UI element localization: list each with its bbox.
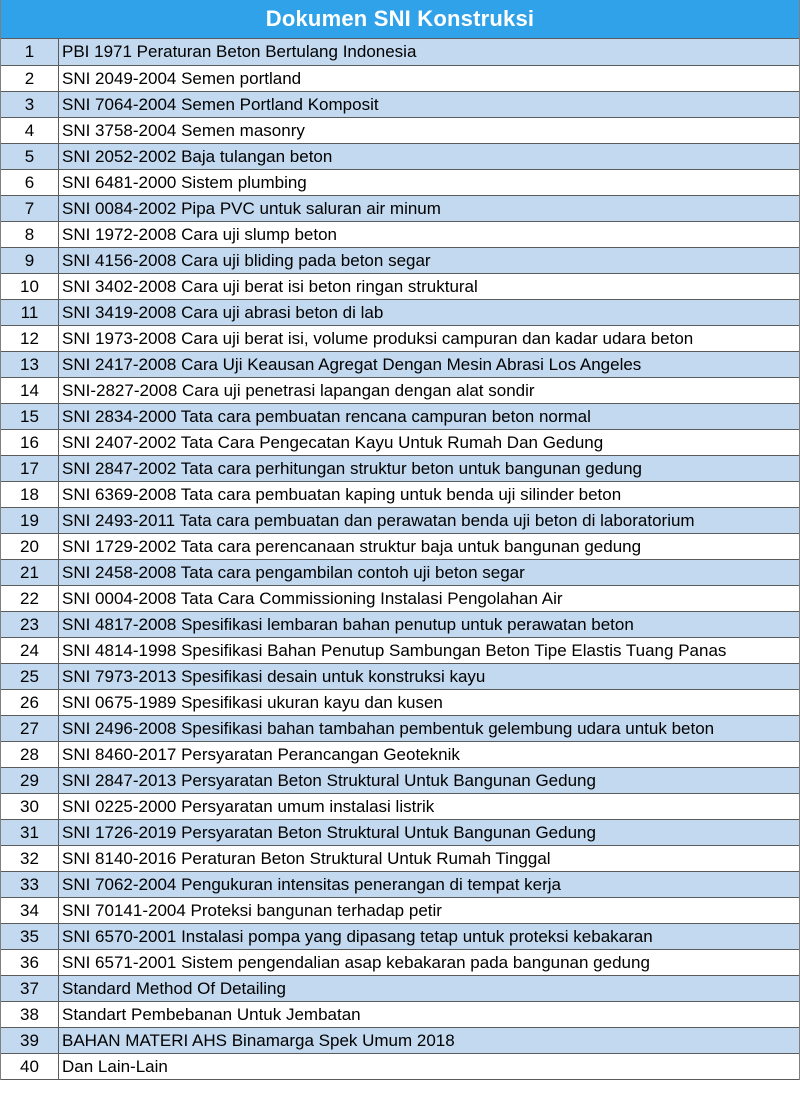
row-number: 16 <box>1 430 59 455</box>
table-row <box>1 1054 799 1080</box>
document-title: BAHAN MATERI AHS Binamarga Spek Umum 2018 <box>62 1031 455 1050</box>
table-row <box>1 560 799 586</box>
table-body <box>1 39 799 1080</box>
row-number: 20 <box>1 534 59 559</box>
document-title: SNI 7973-2013 Spesifikasi desain untuk konstruksi kayu <box>62 667 486 686</box>
table-row <box>1 898 799 924</box>
row-number: 6 <box>1 170 59 195</box>
table-row <box>1 742 799 768</box>
table-row <box>1 300 799 326</box>
row-number: 13 <box>1 352 59 377</box>
document-title: SNI 0084-2002 Pipa PVC untuk saluran air minum <box>62 199 441 218</box>
row-number: 36 <box>1 950 59 975</box>
row-number: 2 <box>1 66 59 91</box>
table-row <box>1 170 799 196</box>
table-row <box>1 534 799 560</box>
table-row <box>1 430 799 456</box>
document-title: SNI 1972-2008 Cara uji slump beton <box>62 225 337 244</box>
table-row <box>1 326 799 352</box>
table-title: Dokumen SNI Konstruksi <box>1 0 799 39</box>
table-row <box>1 482 799 508</box>
table-row <box>1 976 799 1002</box>
row-number: 15 <box>1 404 59 429</box>
document-title: SNI 8460-2017 Persyaratan Perancangan Geoteknik <box>62 745 460 764</box>
row-number: 7 <box>1 196 59 221</box>
row-number: 14 <box>1 378 59 403</box>
table-row <box>1 612 799 638</box>
row-number: 1 <box>1 39 59 65</box>
row-number: 38 <box>1 1002 59 1027</box>
table-row <box>1 924 799 950</box>
document-title: SNI 4156-2008 Cara uji bliding pada beton segar <box>62 251 431 270</box>
document-title: SNI 7064-2004 Semen Portland Komposit <box>62 95 379 114</box>
table-row <box>1 1028 799 1054</box>
document-title: SNI 2458-2008 Tata cara pengambilan contoh uji beton segar <box>62 563 525 582</box>
table-row <box>1 1002 799 1028</box>
document-title: SNI 2496-2008 Spesifikasi bahan tambahan pembentuk gelembung udara untuk beton <box>62 719 715 738</box>
row-number: 26 <box>1 690 59 715</box>
table-row <box>1 352 799 378</box>
document-title: SNI 1973-2008 Cara uji berat isi, volume produksi campuran dan kadar udara beton <box>62 329 694 348</box>
document-title: SNI 8140-2016 Peraturan Beton Struktural Untuk Rumah Tinggal <box>62 849 551 868</box>
row-number: 27 <box>1 716 59 741</box>
document-title: SNI 0004-2008 Tata Cara Commissioning Instalasi Pengolahan Air <box>62 589 563 608</box>
row-number: 21 <box>1 560 59 585</box>
document-title: SNI 6481-2000 Sistem plumbing <box>62 173 307 192</box>
row-number: 17 <box>1 456 59 481</box>
document-title: SNI-2827-2008 Cara uji penetrasi lapangan dengan alat sondir <box>62 381 535 400</box>
row-number: 31 <box>1 820 59 845</box>
table-row <box>1 950 799 976</box>
table-row <box>1 456 799 482</box>
row-number: 18 <box>1 482 59 507</box>
row-number: 19 <box>1 508 59 533</box>
document-title: SNI 6570-2001 Instalasi pompa yang dipasang tetap untuk proteksi kebakaran <box>62 927 653 946</box>
row-number: 5 <box>1 144 59 169</box>
row-number: 22 <box>1 586 59 611</box>
document-title: SNI 1729-2002 Tata cara perencanaan struktur baja untuk bangunan gedung <box>62 537 642 556</box>
document-title: SNI 2847-2002 Tata cara perhitungan struktur beton untuk bangunan gedung <box>62 459 643 478</box>
row-number: 35 <box>1 924 59 949</box>
document-title: Standart Pembebanan Untuk Jembatan <box>62 1005 361 1024</box>
document-title: SNI 2493-2011 Tata cara pembuatan dan perawatan benda uji beton di laboratorium <box>62 511 695 530</box>
table-row <box>1 586 799 612</box>
table-row <box>1 846 799 872</box>
row-number: 28 <box>1 742 59 767</box>
table-row <box>1 92 799 118</box>
document-title: SNI 4817-2008 Spesifikasi lembaran bahan penutup untuk perawatan beton <box>62 615 634 634</box>
table-row <box>1 274 799 300</box>
row-number: 8 <box>1 222 59 247</box>
row-number: 10 <box>1 274 59 299</box>
table-row <box>1 794 799 820</box>
table-row <box>1 768 799 794</box>
row-number: 25 <box>1 664 59 689</box>
document-title: PBI 1971 Peraturan Beton Bertulang Indonesia <box>62 42 417 61</box>
row-number: 4 <box>1 118 59 143</box>
table-row <box>1 638 799 664</box>
table-row <box>1 66 799 92</box>
row-number: 29 <box>1 768 59 793</box>
table-row <box>1 39 799 66</box>
table-row <box>1 820 799 846</box>
row-number: 40 <box>1 1054 59 1079</box>
row-number: 24 <box>1 638 59 663</box>
document-title: SNI 2417-2008 Cara Uji Keausan Agregat Dengan Mesin Abrasi Los Angeles <box>62 355 642 374</box>
document-title: SNI 2052-2002 Baja tulangan beton <box>62 147 333 166</box>
row-number: 34 <box>1 898 59 923</box>
table-row <box>1 118 799 144</box>
row-number: 33 <box>1 872 59 897</box>
table-row <box>1 716 799 742</box>
document-title: SNI 4814-1998 Spesifikasi Bahan Penutup Sambungan Beton Tipe Elastis Tuang Panas <box>62 641 727 660</box>
row-number: 12 <box>1 326 59 351</box>
document-title: SNI 0675-1989 Spesifikasi ukuran kayu dan kusen <box>62 693 443 712</box>
row-number: 9 <box>1 248 59 273</box>
document-title: SNI 3419-2008 Cara uji abrasi beton di lab <box>62 303 384 322</box>
table-row <box>1 222 799 248</box>
document-title: Dan Lain-Lain <box>62 1057 168 1076</box>
table-row <box>1 378 799 404</box>
document-title: SNI 3758-2004 Semen masonry <box>62 121 305 140</box>
row-number: 11 <box>1 300 59 325</box>
document-title: SNI 2834-2000 Tata cara pembuatan rencana campuran beton normal <box>62 407 591 426</box>
row-number: 3 <box>1 92 59 117</box>
row-number: 32 <box>1 846 59 871</box>
table-row <box>1 664 799 690</box>
document-title: SNI 6571-2001 Sistem pengendalian asap kebakaran pada bangunan gedung <box>62 953 650 972</box>
table-row <box>1 248 799 274</box>
row-number: 37 <box>1 976 59 1001</box>
document-title: SNI 3402-2008 Cara uji berat isi beton ringan struktural <box>62 277 478 296</box>
row-number: 30 <box>1 794 59 819</box>
document-title: Standard Method Of Detailing <box>62 979 286 998</box>
table-row <box>1 196 799 222</box>
table-row <box>1 690 799 716</box>
document-title: SNI 1726-2019 Persyaratan Beton Struktural Untuk Bangunan Gedung <box>62 823 596 842</box>
table-row <box>1 404 799 430</box>
table-row <box>1 872 799 898</box>
row-number: 39 <box>1 1028 59 1053</box>
table-row <box>1 144 799 170</box>
document-title: SNI 70141-2004 Proteksi bangunan terhadap petir <box>62 901 442 920</box>
document-title: SNI 2847-2013 Persyaratan Beton Struktural Untuk Bangunan Gedung <box>62 771 596 790</box>
row-number: 23 <box>1 612 59 637</box>
document-title: SNI 7062-2004 Pengukuran intensitas penerangan di tempat kerja <box>62 875 562 894</box>
document-title: SNI 2049-2004 Semen portland <box>62 69 302 88</box>
table-row <box>1 508 799 534</box>
document-title: SNI 2407-2002 Tata Cara Pengecatan Kayu Untuk Rumah Dan Gedung <box>62 433 604 452</box>
document-title: SNI 6369-2008 Tata cara pembuatan kaping untuk benda uji silinder beton <box>62 485 622 504</box>
document-title: SNI 0225-2000 Persyaratan umum instalasi listrik <box>62 797 435 816</box>
